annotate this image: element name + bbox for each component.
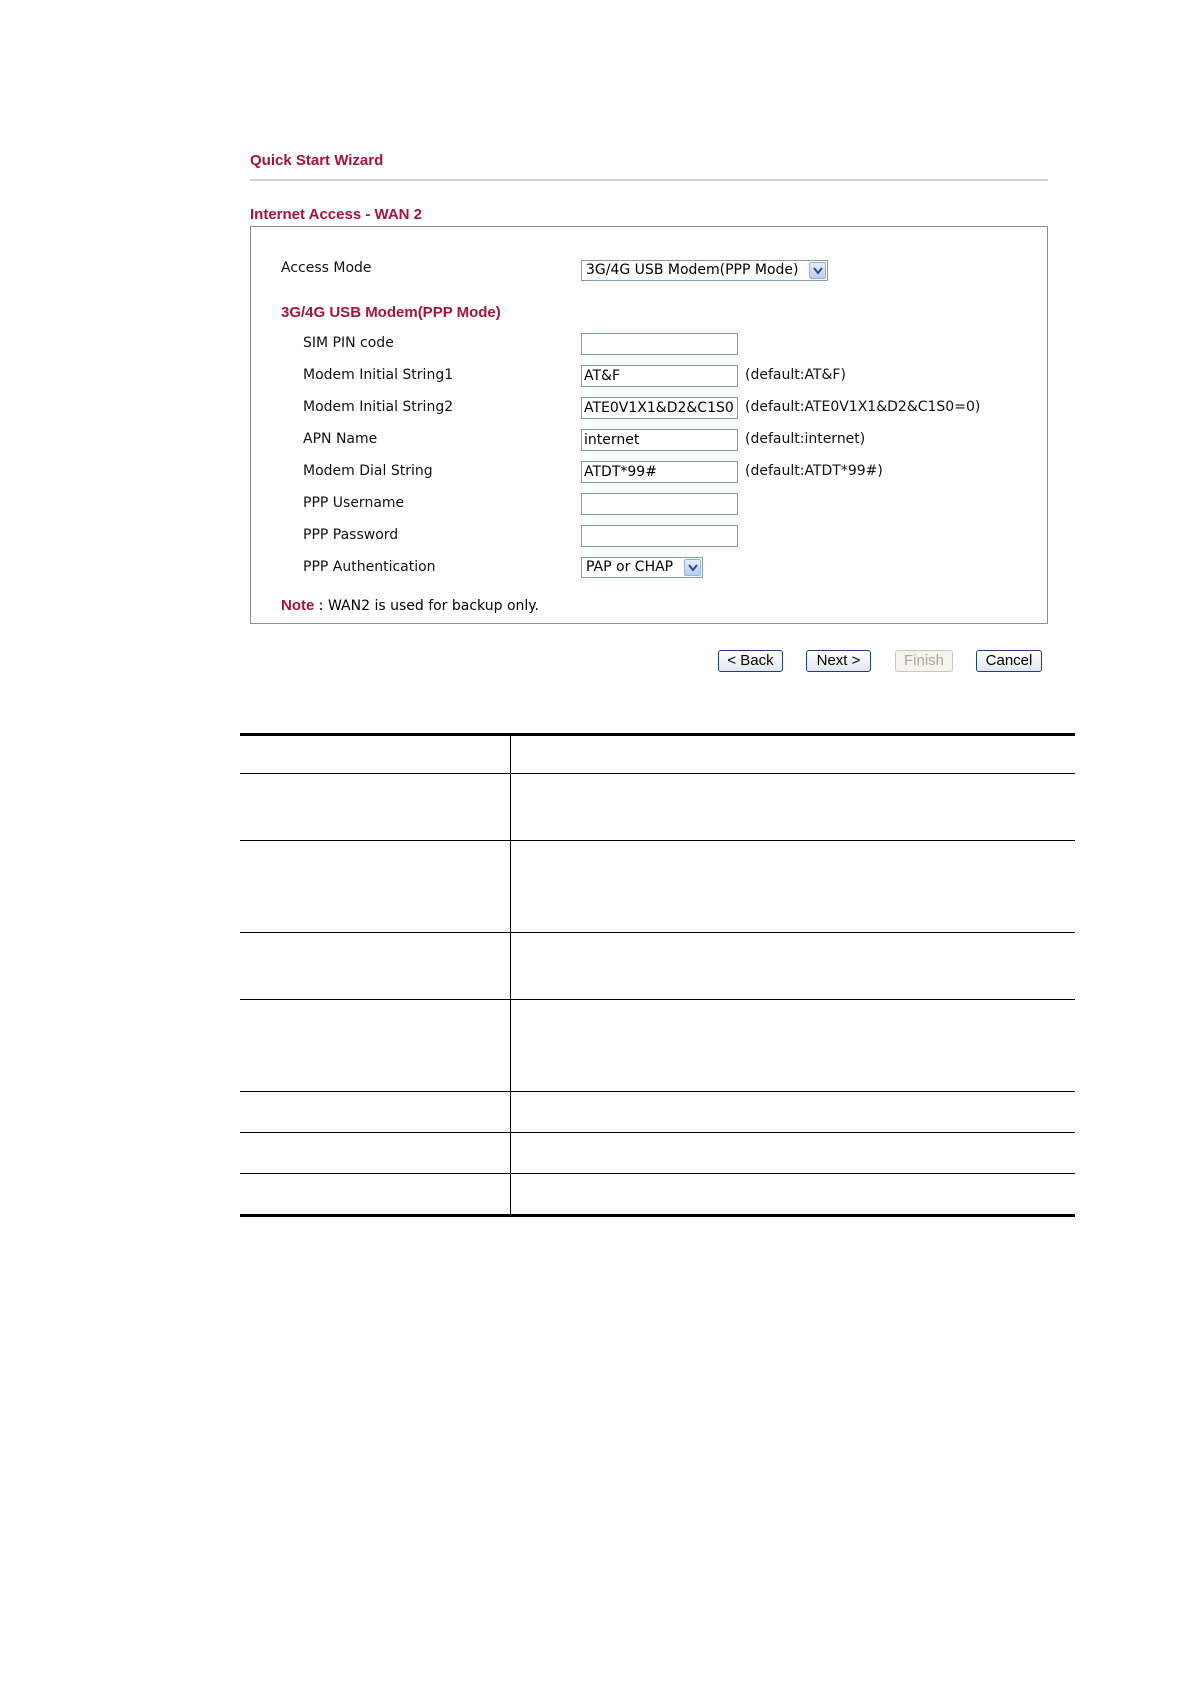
modem-init-string2-label: Modem Initial String2 — [303, 399, 454, 415]
table-row-divider — [240, 932, 1075, 933]
table-row-divider — [240, 999, 1075, 1000]
apn-name-default: (default:internet) — [745, 431, 866, 447]
backup-note — [281, 597, 539, 614]
modem-init-string1-default: (default:AT&F) — [745, 367, 846, 383]
table-row-divider — [240, 1091, 1075, 1092]
table-bottom-rule — [240, 1214, 1075, 1217]
ppp-auth-value: PAP or CHAP — [586, 559, 674, 575]
ppp-username-input[interactable] — [581, 493, 738, 515]
chevron-down-icon[interactable] — [684, 559, 701, 576]
table-column-divider — [510, 733, 511, 1217]
next-button[interactable]: Next > — [806, 650, 871, 672]
modem-dial-string-input[interactable]: ATDT*99# — [581, 461, 738, 483]
apn-name-label: APN Name — [303, 431, 378, 447]
sim-pin-input[interactable] — [581, 333, 738, 355]
ppp-auth-label: PPP Authentication — [303, 559, 436, 575]
table-top-rule — [240, 733, 1075, 736]
note-text: WAN2 is used for backup only. — [327, 598, 540, 614]
note-label: Note : — [281, 597, 324, 614]
modem-dial-string-label: Modem Dial String — [303, 463, 433, 479]
modem-subheading: 3G/4G USB Modem(PPP Mode) — [281, 304, 501, 321]
ppp-password-label: PPP Password — [303, 527, 399, 543]
modem-init-string1-label: Modem Initial String1 — [303, 367, 454, 383]
description-table — [240, 733, 1075, 1217]
access-mode-label: Access Mode — [281, 260, 372, 276]
table-row-divider — [240, 1173, 1075, 1174]
table-row-divider — [240, 773, 1075, 774]
modem-init-string1-input[interactable]: AT&F — [581, 365, 738, 387]
modem-init-string2-input[interactable]: ATE0V1X1&D2&C1S0 — [581, 397, 738, 419]
access-mode-value: 3G/4G USB Modem(PPP Mode) — [586, 262, 799, 278]
ppp-auth-select[interactable] — [581, 557, 703, 578]
chevron-down-icon[interactable] — [809, 262, 826, 279]
modem-init-string2-default: (default:ATE0V1X1&D2&C1S0=0) — [745, 399, 981, 415]
cancel-button[interactable]: Cancel — [976, 650, 1042, 672]
back-button[interactable]: < Back — [718, 650, 783, 672]
access-mode-select[interactable] — [581, 260, 828, 281]
ppp-username-label: PPP Username — [303, 495, 405, 511]
title-divider — [250, 179, 1048, 181]
table-row-divider — [240, 840, 1075, 841]
sim-pin-label: SIM PIN code — [303, 335, 394, 351]
apn-name-input[interactable]: internet — [581, 429, 738, 451]
section-title: Internet Access - WAN 2 — [250, 206, 422, 223]
ppp-password-input[interactable] — [581, 525, 738, 547]
table-row-divider — [240, 1132, 1075, 1133]
modem-dial-string-default: (default:ATDT*99#) — [745, 463, 883, 479]
wizard-title: Quick Start Wizard — [250, 152, 384, 169]
finish-button: Finish — [895, 650, 953, 672]
